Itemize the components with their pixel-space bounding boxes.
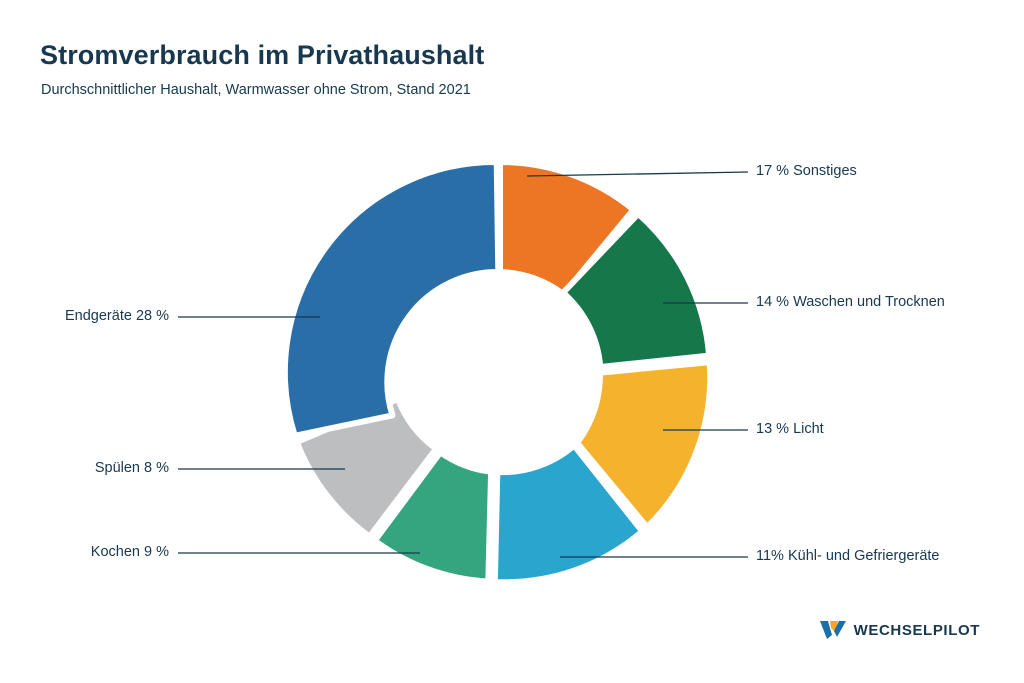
wechselpilot-logo [820,619,980,641]
wechselpilot-logo-icon [820,619,846,641]
segment-endgeraete[interactable] [285,162,498,436]
label-spuelen: Spülen 8 % [94,460,169,476]
label-kuehl-und-gefriergeraete: 11% Kühl- und Gefriergeräte [756,548,940,564]
label-waschen-und-trocknen: 14 % Waschen und Trocknen [756,294,945,310]
page-subtitle: Durchschnittlicher Haushalt, Warmwasser ohne Strom, Stand 2021 [41,82,471,98]
page-title: Stromverbrauch im Privathaushalt [40,40,485,70]
label-endgeraete: Endgeräte 28 % [65,308,169,324]
donut-segments [285,162,710,582]
label-licht: 13 % Licht [756,421,824,437]
label-kochen: Kochen 9 % [90,544,169,560]
wechselpilot-logo-text: WECHSELPILOT [853,621,980,639]
label-sonstiges: 17 % Sonstiges [756,163,857,179]
